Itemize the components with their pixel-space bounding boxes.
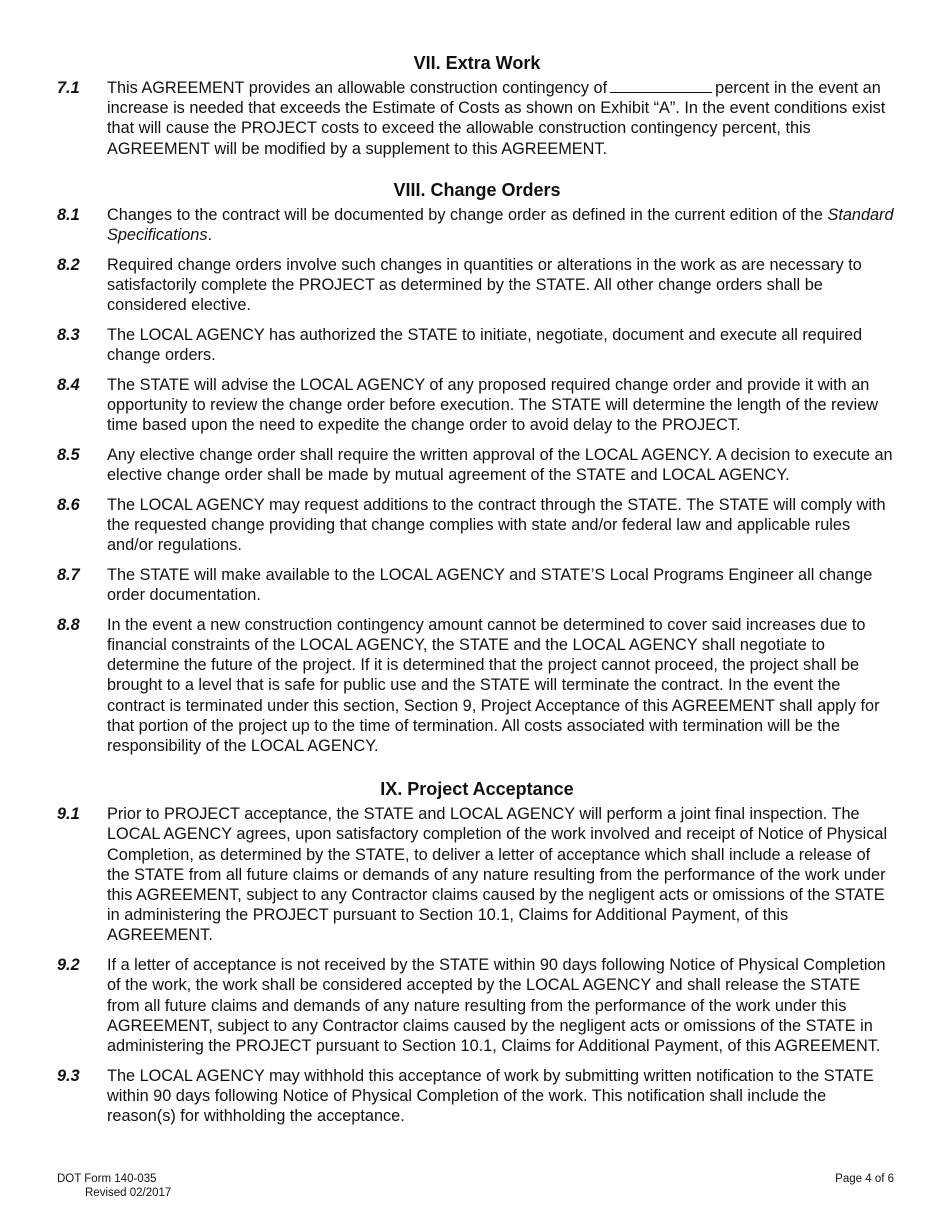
section-9-heading: IX. Project Acceptance [380,779,574,800]
clause-8-5 [57,445,897,485]
clause-number: 8.4 [57,375,80,394]
clause-text: Prior to PROJECT acceptance, the STATE and LOCAL AGENCY will perform a joint final inspection. The LOCAL AGENCY agrees, upon satisfactory completion of the work involved and receipt of Notice of Physical Completion, as determined by the STATE, to deliver a letter of acceptance which shall include a release of the STATE from all future claims or demands of any nature resulting from the performance of the work under this AGREEMENT, subject to any Contractor claims caused by the negligent acts or omissions of the STATE in administering the PROJECT pursuant to Section 10.1, Claims for Additional Payment, of this AGREEMENT. [107,805,888,945]
clause-text: In the event a new construction contingency amount cannot be determined to cover said increases due to financial constraints of the LOCAL AGENCY, the STATE and the LOCAL AGENCY shall negotiate to determine the future of the project. If it is determined that the project cannot proceed, the project shall be brought to a level that is safe for public use and the STATE will terminate the contract. In the event the contract is terminated under this section, Section 9, Project Acceptance of this AGREEMENT shall apply for that portion of the project up to the time of termination. All costs associated with termination will be the responsibility of the LOCAL AGENCY. [107,615,880,755]
form-footer [57,1172,171,1200]
clause-text-part: . [207,226,212,245]
clause-text: If a letter of acceptance is not received by the STATE within 90 days following Notice of Physical Completion of the work, the work shall be considered accepted by the LOCAL AGENCY and shall release the STATE from all future claims and demands of any nature resulting from the performance of the work under this AGREEMENT, subject to any Contractor claims caused by the negligent acts or omissions of the STATE in administering the PROJECT pursuant to Section 10.1, Claims for Additional Payment, of this AGREEMENT. [107,956,886,1055]
contingency-percent-blank [610,78,712,93]
clause-number: 8.7 [57,565,80,584]
clause-number: 8.5 [57,445,80,464]
clause-8-2 [57,255,897,316]
clause-number: 7.1 [57,79,80,97]
clause-number: 9.3 [57,1066,80,1085]
clause-number: 8.1 [57,205,80,224]
clause-text: Required change orders involve such changes in quantities or alterations in the work as are necessary to satisfactorily complete the PROJECT as determined by the STATE. All other change orders shall be considered elective. [107,255,862,315]
clause-8-4 [57,375,897,436]
clause-8-1 [57,205,897,245]
revision-date: Revised 02/2017 [85,1187,172,1199]
clause-text: The LOCAL AGENCY has authorized the STATE to initiate, negotiate, document and execute all required change orders. [107,325,863,365]
clause-text: The STATE will make available to the LOCAL AGENCY and STATE’S Local Programs Engineer all change order documentation. [107,565,873,605]
clause-9-1 [57,804,897,945]
clause-text-part: This AGREEMENT provides an allowable construction contingency of [107,79,608,97]
clause-text: Any elective change order shall require the written approval of the LOCAL AGENCY. A decision to execute an elective change order shall be made by mutual agreement of the STATE and LOCAL AGENCY. [107,445,893,485]
clause-text: The LOCAL AGENCY may withhold this acceptance of work by submitting written notification to the STATE within 90 days following Notice of Physical Completion of the work. This notification shall include the reason(s) for withholding the acceptance. [107,1066,874,1126]
clause-number: 8.2 [57,255,80,274]
form-number: DOT Form 140-035 [57,1173,157,1185]
clause-text-part: percent in the event an increase is needed that exceeds the Estimate of Costs as shown on Exhibit “A”. In the event conditions exist that will cause the PROJECT costs to exceed the allowable construction contingency percent, this AGREEMENT will be modified by a supplement to this AGREEMENT. [107,79,886,158]
standard-specifications-title: Standard Specifications [107,205,894,245]
clause-text [107,78,897,159]
clause-text-part: Changes to the contract will be documented by change order as defined in the current edition of the [107,205,823,224]
clause-9-3 [57,1066,897,1127]
clause-text: The STATE will advise the LOCAL AGENCY of any proposed required change order and provide it with an opportunity to review the change order before execution. The STATE will determine the length of the review time based upon the need to expedite the change order to avoid delay to the PROJECT. [107,375,879,435]
clause-8-7 [57,565,897,605]
clause-number: 8.3 [57,325,80,344]
page-number: Page 4 of 6 [835,1173,894,1185]
clause-number: 8.6 [57,495,80,514]
clause-8-6 [57,495,897,556]
section-8-heading: VIII. Change Orders [393,179,561,200]
clause-text [107,205,897,245]
clause-8-8 [57,615,897,756]
document-body [57,52,897,1136]
clause-number: 9.1 [57,805,80,824]
clause-number: 9.2 [57,956,80,975]
section-7-heading: VII. Extra Work [413,53,541,73]
clause-9-2 [57,955,897,1056]
clause-8-3 [57,325,897,365]
clause-text: The LOCAL AGENCY may request additions to the contract through the STATE. The STATE will comply with the requested change providing that change complies with state and/or federal law and applicable rules and/or regulations. [107,495,886,555]
clause-number: 8.8 [57,615,80,634]
clause-7-1 [57,78,897,159]
